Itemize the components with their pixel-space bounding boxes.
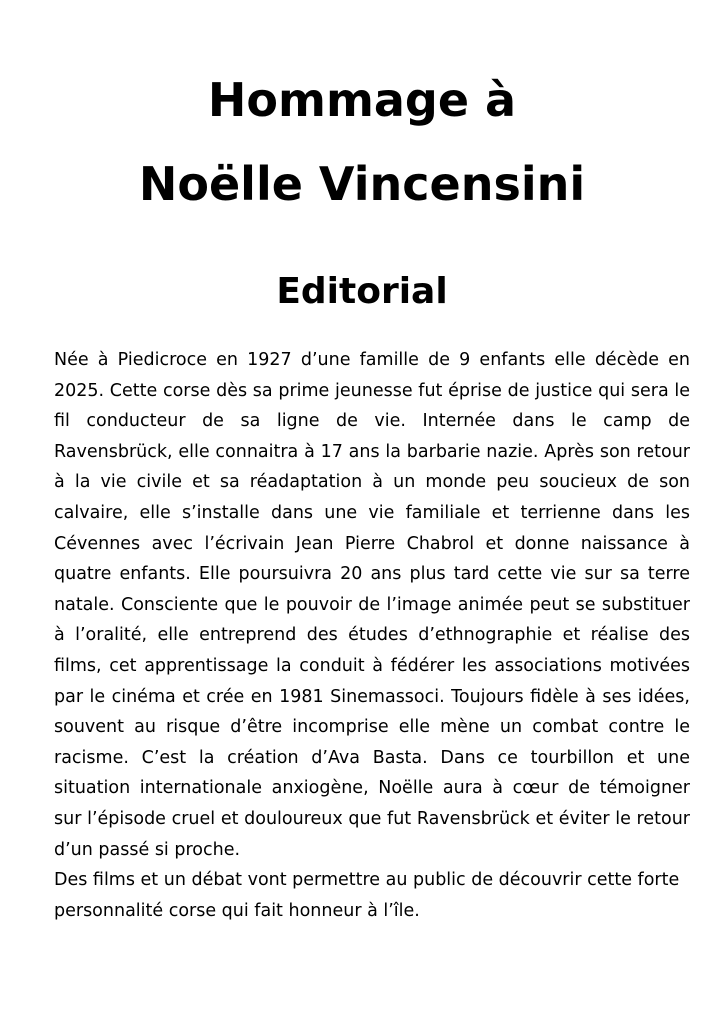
editorial-paragraph-2: Des films et un débat vont permettre au public de découvrir cette forte personnalité corse qui fait honneur à l’île. [54, 870, 680, 921]
section-title: Editorial [276, 271, 448, 312]
title-line-1: Hommage à [207, 73, 517, 127]
editorial-body [54, 345, 690, 926]
title-line-2: Noëlle Vincensini [138, 157, 586, 211]
page-title [0, 58, 724, 226]
editorial-paragraph-1: Née à Piedicroce en 1927 d’une famille de 9 enfants elle décède en 2025. Cette corse dès sa prime jeunesse fut éprise de justice qui sera le fil conducteur de sa ligne de vie. Internée dans le camp de Ravensbrück, elle connaitra à 17 ans la barbarie nazie. Après son retour à la vie civile et sa réadaptation à un monde peu soucieux de son calvaire, elle s’installe dans une vie familiale et terrienne dans les Cévennes avec l’écrivain Jean Pierre Chabrol et donne naissance à quatre enfants. Elle poursuivra 20 ans plus tard cette vie sur sa terre natale. Consciente que le pouvoir de l’image animée peut se substituer à l’oralité, elle entreprend des études d’ethnographie et réalise des films, cet apprentissage la conduit à fédérer les associations motivées par le cinéma et crée en 1981 Sinemassoci. Toujours fidèle à ses idées, souvent au risque d’être incomprise elle mène un combat contre le racisme. C’est la création d’Ava Basta. Dans ce tourbillon et une situation internationale anxiogène, Noëlle aura à cœur de témoigner sur l’épisode cruel et douloureux que fut Ravensbrück et éviter le retour d’un passé si proche. [54, 350, 690, 860]
